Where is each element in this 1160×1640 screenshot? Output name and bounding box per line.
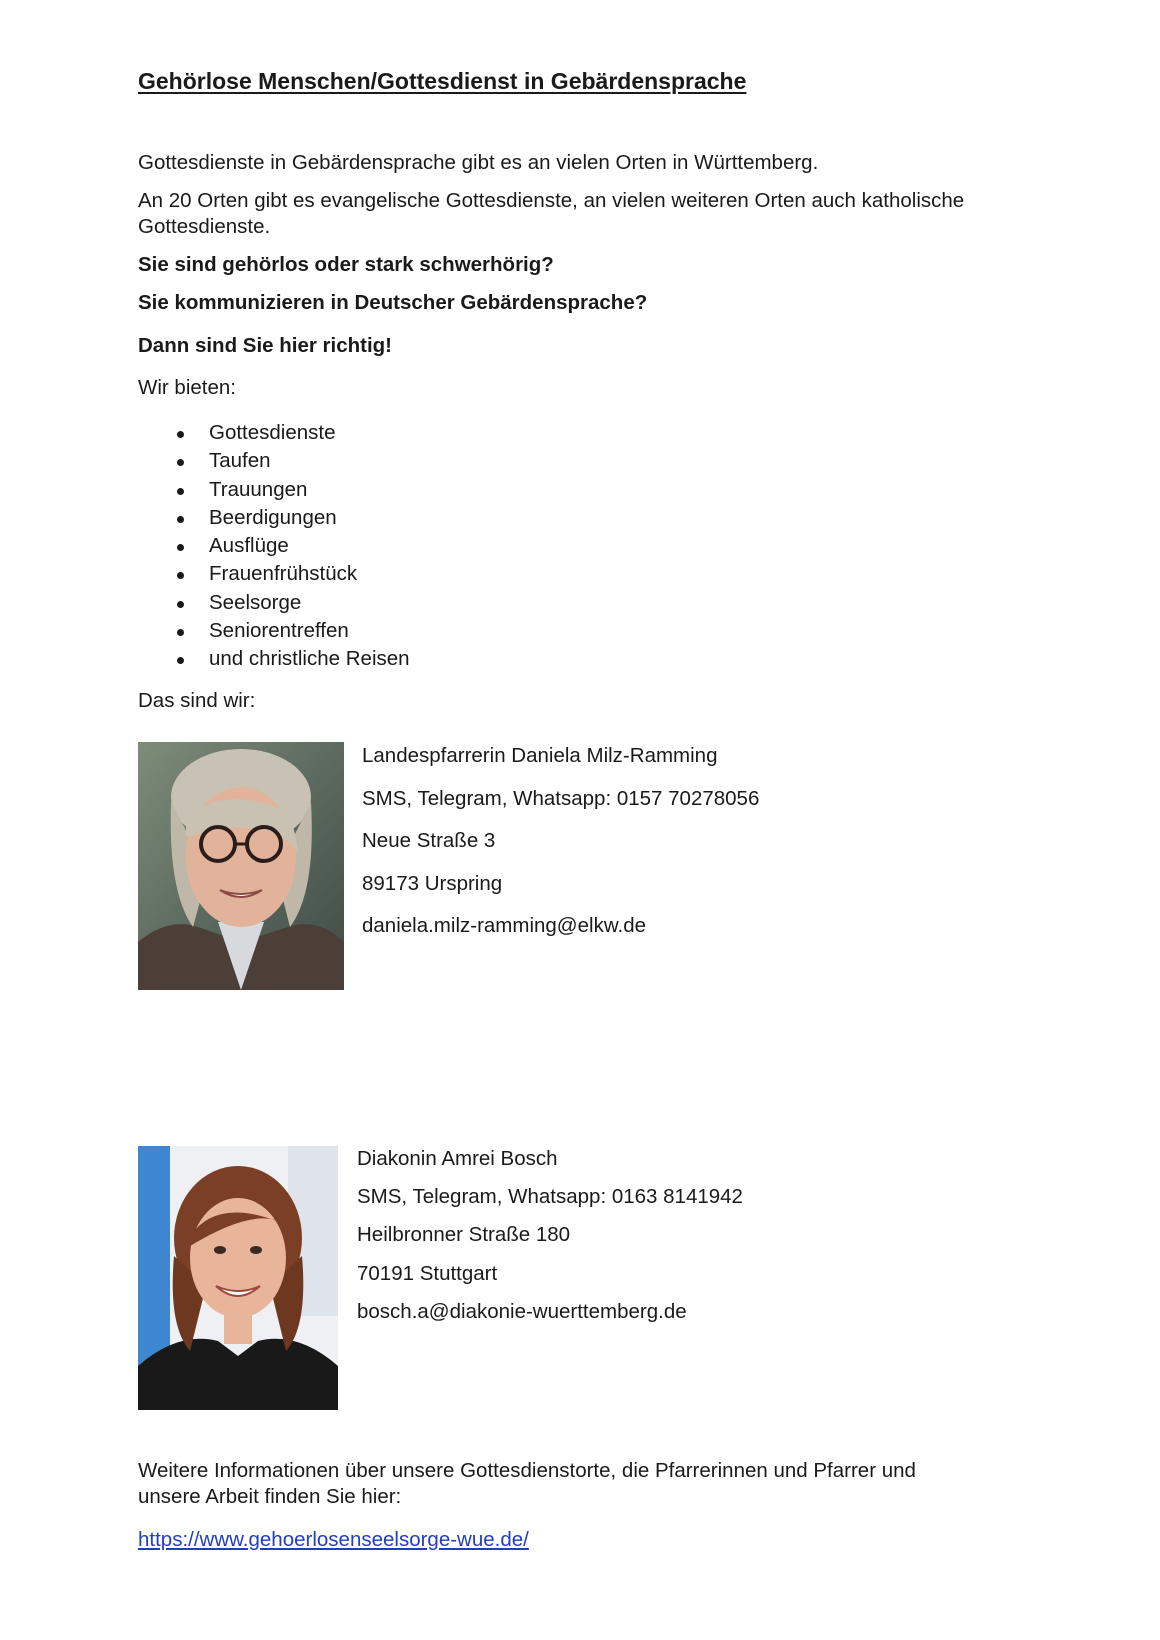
list-item: Gottesdienste bbox=[138, 419, 410, 447]
list-item: Ausflüge bbox=[138, 532, 410, 560]
bullet-icon bbox=[177, 544, 184, 551]
question-line: Sie kommunizieren in Deutscher Gebärdensprache? bbox=[138, 291, 648, 314]
bullet-icon bbox=[177, 516, 184, 523]
footer-text: Weitere Informationen über unsere Gottesdienstorte, die Pfarrerinnen und Pfarrer und bbox=[138, 1459, 916, 1482]
question-line: Sie sind gehörlos oder stark schwerhörig? bbox=[138, 253, 554, 276]
contact-street: Neue Straße 3 bbox=[362, 829, 496, 852]
offer-heading: Wir bieten: bbox=[138, 376, 236, 399]
contact-email[interactable]: bosch.a@diakonie-wuerttemberg.de bbox=[357, 1300, 687, 1323]
contact-phone: SMS, Telegram, Whatsapp: 0157 70278056 bbox=[362, 787, 760, 810]
bullet-icon bbox=[177, 459, 184, 466]
call-to-action: Dann sind Sie hier richtig! bbox=[138, 334, 393, 357]
bullet-icon bbox=[177, 657, 184, 664]
bullet-icon bbox=[177, 629, 184, 636]
contact-city: 70191 Stuttgart bbox=[357, 1262, 498, 1285]
page-title: Gehörlose Menschen/Gottesdienst in Gebärdensprache bbox=[138, 68, 747, 94]
contact-email[interactable]: daniela.milz-ramming@elkw.de bbox=[362, 914, 646, 937]
bullet-icon bbox=[177, 488, 184, 495]
intro-line: Gottesdienste. bbox=[138, 215, 271, 238]
list-item: Beerdigungen bbox=[138, 504, 410, 532]
list-item: Taufen bbox=[138, 447, 410, 475]
portrait-photo-illustration bbox=[138, 1146, 338, 1410]
footer-text: unsere Arbeit finden Sie hier: bbox=[138, 1485, 402, 1508]
bullet-icon bbox=[177, 431, 184, 438]
contact-city: 89173 Urspring bbox=[362, 872, 503, 895]
contact-name: Diakonin Amrei Bosch bbox=[357, 1147, 558, 1170]
intro-line: An 20 Orten gibt es evangelische Gottesdienste, an vielen weiteren Orten auch katholische bbox=[138, 189, 965, 212]
list-item: Trauungen bbox=[138, 476, 410, 504]
bullet-icon bbox=[177, 572, 184, 579]
portrait-photo bbox=[138, 1146, 338, 1410]
team-heading: Das sind wir: bbox=[138, 689, 256, 712]
bullet-icon bbox=[177, 601, 184, 608]
list-item: Frauenfrühstück bbox=[138, 560, 410, 588]
offer-list bbox=[138, 419, 410, 674]
contact-phone: SMS, Telegram, Whatsapp: 0163 8141942 bbox=[357, 1185, 743, 1208]
list-item: Seelsorge bbox=[138, 589, 410, 617]
list-item: und christliche Reisen bbox=[138, 645, 410, 673]
portrait-photo bbox=[138, 742, 344, 990]
list-item: Seniorentreffen bbox=[138, 617, 410, 645]
contact-street: Heilbronner Straße 180 bbox=[357, 1223, 571, 1246]
portrait-photo-illustration bbox=[138, 742, 344, 990]
intro-line: Gottesdienste in Gebärdensprache gibt es an vielen Orten in Württemberg. bbox=[138, 151, 819, 174]
contact-name: Landespfarrerin Daniela Milz-Ramming bbox=[362, 744, 718, 767]
website-link[interactable]: https://www.gehoerlosenseelsorge-wue.de/ bbox=[138, 1528, 529, 1551]
